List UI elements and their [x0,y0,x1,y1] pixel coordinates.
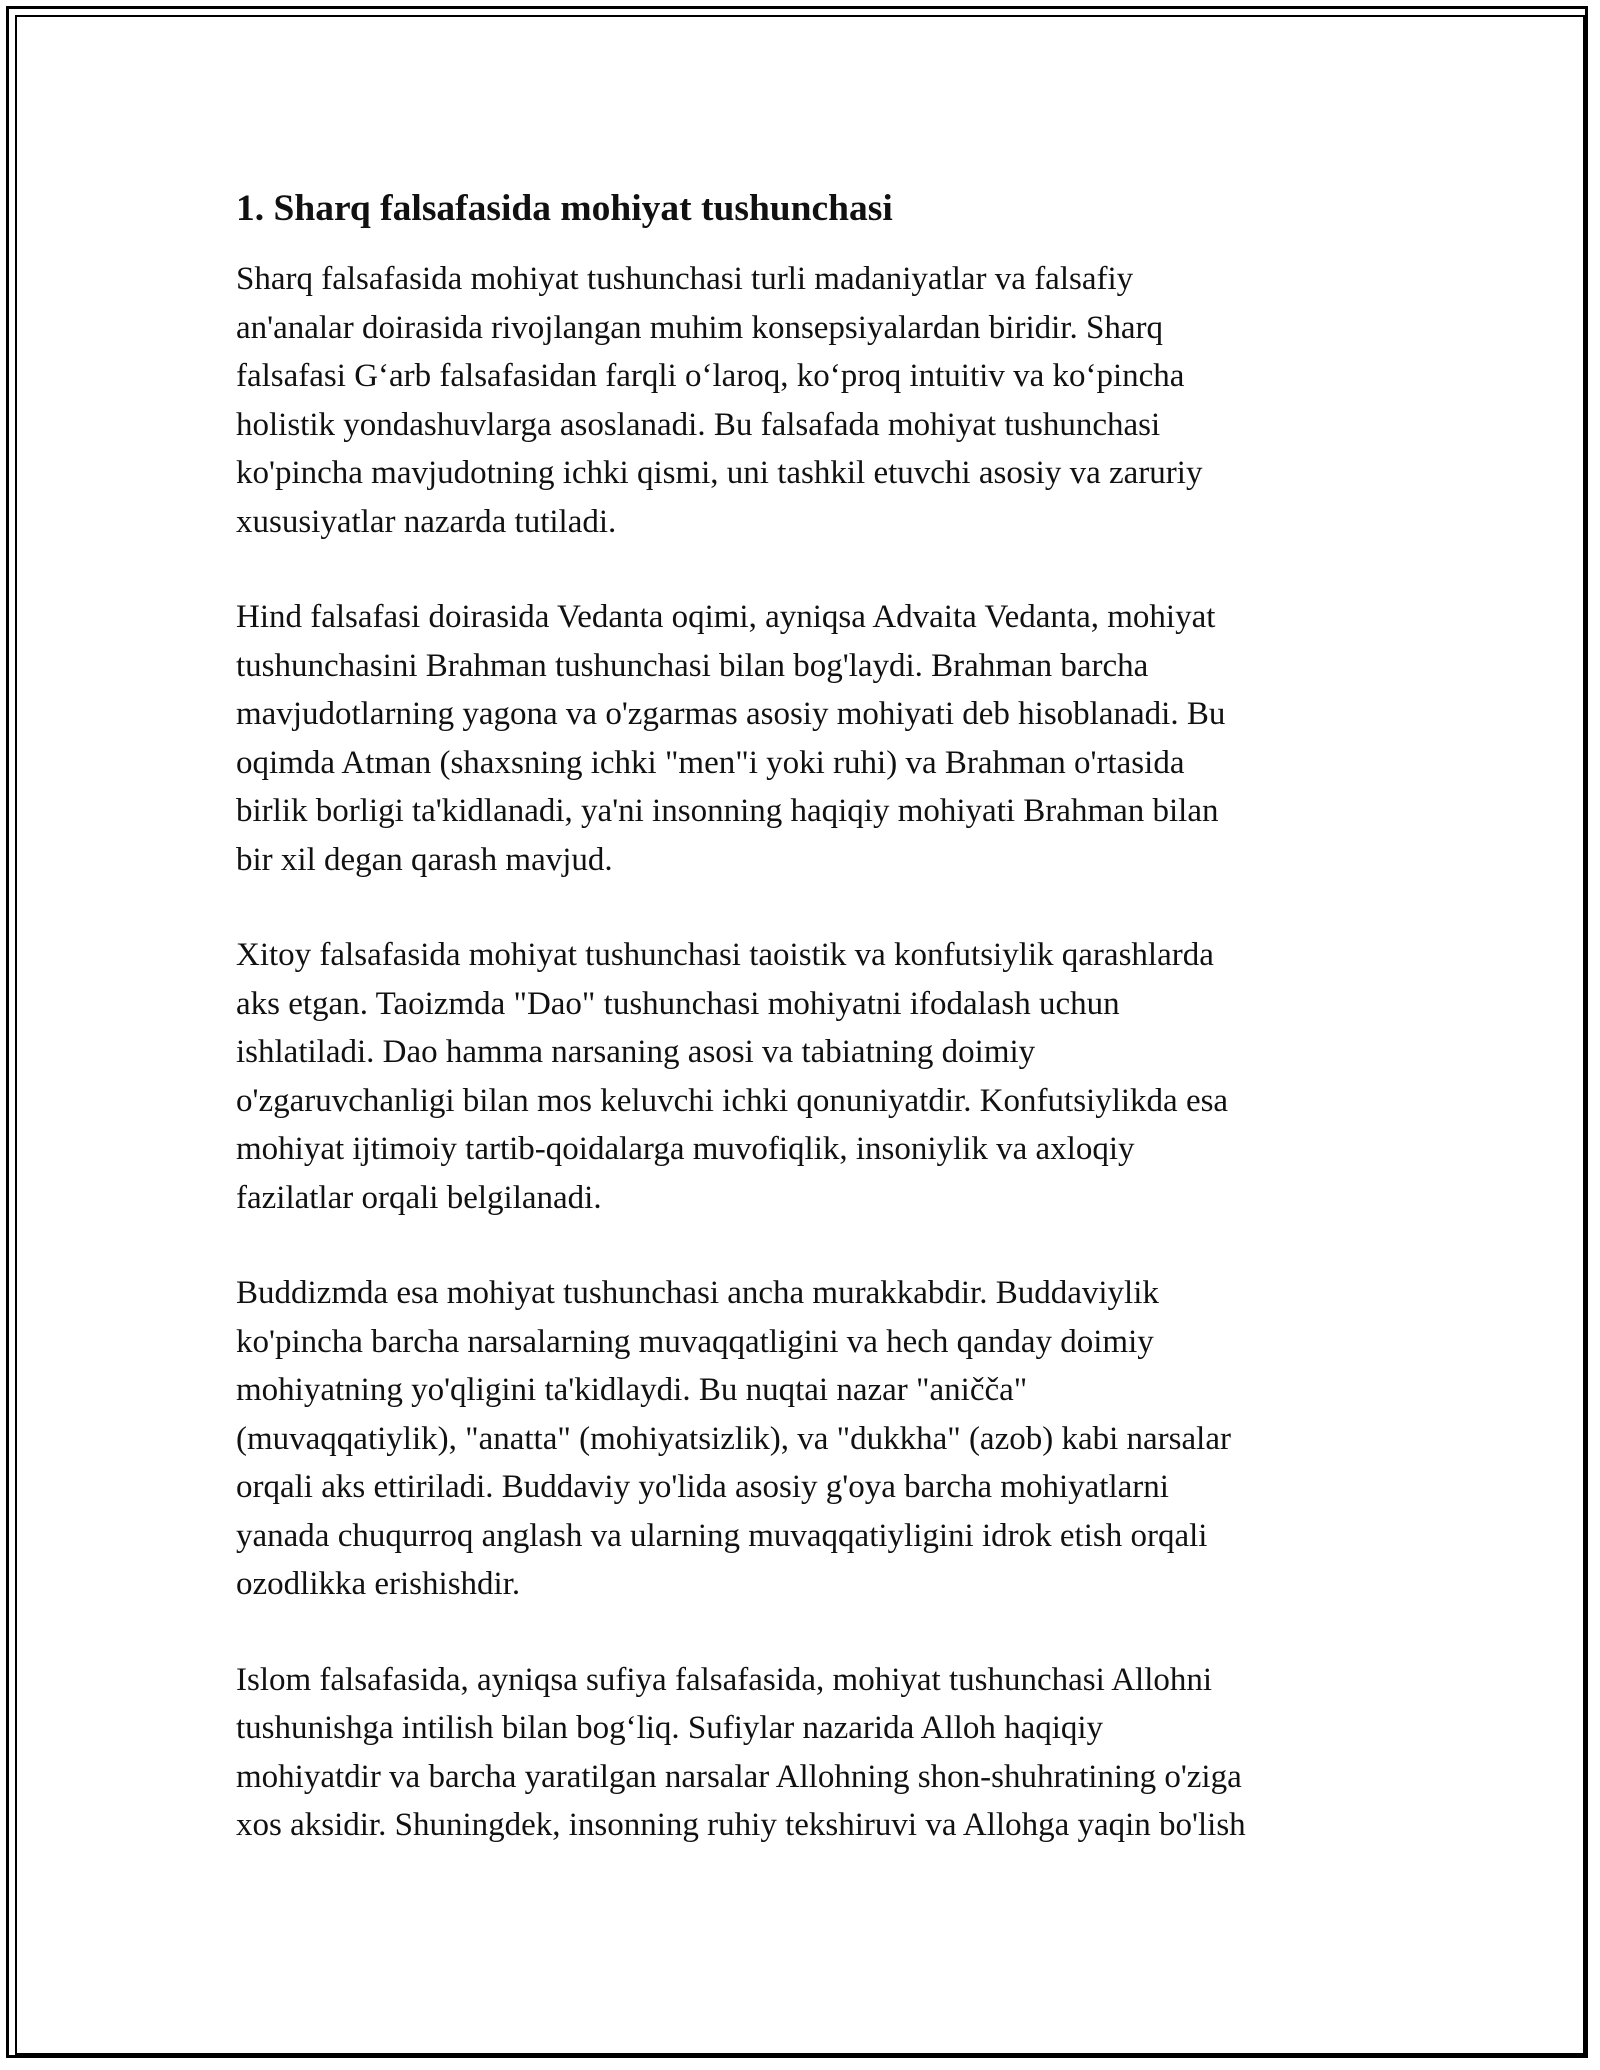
paragraph-intro [236,255,1376,546]
paragraph-buddizm [236,1269,1376,1609]
text-line: Sharq falsafasida mohiyat tushunchasi turli madaniyatlar va falsafiy [236,261,1134,297]
paragraph-xitoy [236,931,1376,1222]
text-line: ko'pincha barcha narsalarning muvaqqatligini va hech qanday doimiy [236,1323,1154,1360]
paragraph-islom [236,1656,1376,1850]
section-heading: 1. Sharq falsafasida mohiyat tushunchasi [236,188,893,229]
text-line: Buddizmda esa mohiyat tushunchasi ancha murakkabdir. Buddaviylik [236,1275,1159,1311]
text-line: mavjudotlarning yagona va o'zgarmas asosiy mohiyati deb hisoblanadi. Bu [236,696,1226,732]
text-line: mohiyat ijtimoiy tartib-qoidalarga muvofiqlik, insoniylik va axloqiy [236,1131,1135,1167]
text-line: holistik yondashuvlarga asoslanadi. Bu falsafada mohiyat tushunchasi [236,406,1161,443]
document-body [236,185,1376,1897]
text-line: birlik borligi ta'kidlanadi, ya'ni insonning haqiqiy mohiyati Brahman bilan [236,793,1219,829]
text-line: mohiyatdir va barcha yaratilgan narsalar Allohning shon-shuhratining o'ziga [236,1758,1242,1795]
text-line: fazilatlar orqali belgilanadi. [236,1179,602,1216]
text-line: bir xil degan qarash mavjud. [236,841,613,878]
text-line: tushunchasini Brahman tushunchasi bilan bog'laydi. Brahman barcha [236,647,1149,684]
text-line: ozodlikka erishishdir. [236,1566,521,1602]
text-line: Islom falsafasida, ayniqsa sufiya falsafasida, mohiyat tushunchasi Allohni [236,1661,1213,1698]
text-line: orqali aks ettiriladi. Buddaviy yo'lida asosiy g'oya barcha mohiyatlarni [236,1469,1169,1505]
text-line: an'analar doirasida rivojlangan muhim konsepsiyalardan biridir. Sharq [236,309,1163,346]
text-line: (muvaqqatiylik), "anatta" (mohiyatsizlik), va "dukkha" (azob) kabi narsalar [236,1420,1231,1457]
text-line: Xitoy falsafasida mohiyat tushunchasi taoistik va konfutsiylik qarashlarda [236,937,1214,973]
text-line: xos aksidir. Shuningdek, insonning ruhiy tekshiruvi va Allohga yaqin bo'lish [236,1807,1246,1843]
text-line: aks etgan. Taoizmda "Dao" tushunchasi mohiyatni ifodalash uchun [236,985,1120,1022]
text-line: mohiyatning yo'qligini ta'kidlaydi. Bu nuqtai nazar "aničča" [236,1372,1028,1408]
text-line: o'zgaruvchanligi bilan mos keluvchi ichki qonuniyatdir. Konfutsiylikda esa [236,1082,1229,1119]
text-line: xususiyatlar nazarda tutiladi. [236,503,617,540]
text-line: ishlatiladi. Dao hamma narsaning asosi va tabiatning doimiy [236,1034,1036,1070]
text-line: oqimda Atman (shaxsning ichki "men"i yoki ruhi) va Brahman o'rtasida [236,744,1185,781]
text-line: ko'pincha mavjudotning ichki qismi, uni tashkil etuvchi asosiy va zaruriy [236,455,1203,491]
text-line: falsafasi G‘arb falsafasidan farqli o‘laroq, ko‘proq intuitiv va ko‘pincha [236,358,1185,394]
text-line: yanada chuqurroq anglash va ularning muvaqqatiyligini idrok etish orqali [236,1517,1208,1554]
paragraph-hind [236,593,1376,884]
text-line: tushunishga intilish bilan bog‘liq. Sufiylar nazarida Alloh haqiqiy [236,1710,1104,1746]
text-line: Hind falsafasi doirasida Vedanta oqimi, ayniqsa Advaita Vedanta, mohiyat [236,599,1216,635]
